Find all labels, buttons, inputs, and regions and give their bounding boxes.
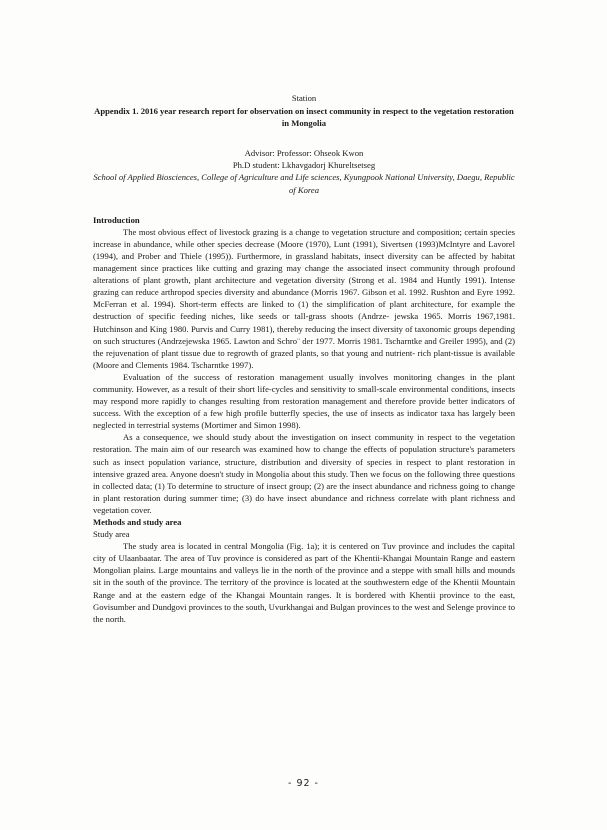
- paragraph: The most obvious effect of livestock grazing is a change to vegetation structure and composition; certain species increase in abundance, while other species decrease (Moore (1970), Lunt (1991), Sivertsen (1993)McIntyre and Lavorel (1994), and Prober and Thiele (1995)). Furthermore, in grassland habitats, insect diversity can be affected by habitat management since practices like cutting and grazing may change the associated insect community through profound alterations of plant growth, plant architecture and vegetation diversity (Strong et al. 1984 and Huntly 1991). Intense grazing can reduce arthropod species diversity and abundance (Morris 1967. Gibson et al. 1992. Rushton and Eyre 1992. McFerran et al. 1994). Short-term effects are linked to (1) the simplification of plant architecture, for example the destruction of specific feeding niches, like seeds or tall-grass shoots (Andrze- jewska 1965. Morris 1967,1981. Hutchinson and King 1980. Purvis and Curry 1981), thereby reducing the insect diversity of taxonomic groups depending on such structures (Andrzejewska 1965. Lawton and Schro¨ der 1977. Morris 1981. Tscharntke and Greiler 1995), and (2) the rejuvenation of plant tissue due to regrowth of grazed plants, so that young and nutrient- rich plant-tissue is available (Moore and Clements 1984. Tscharntke 1997).: [93, 226, 515, 370]
- report-title: Appendix 1. 2016 year research report for observation on insect community in respect to the vegetation restoration in Mongolia: [94, 106, 514, 129]
- section-heading-introduction: Introduction: [93, 214, 140, 225]
- advisor-line: Advisor: Professor: Ohseok Kwon: [244, 148, 364, 159]
- section-heading-methods: Methods and study area: [93, 517, 182, 527]
- station-label: Station: [291, 93, 317, 103]
- paragraph: The study area is located in central Mongolia (Fig. 1a); it is centered on Tuv province and includes the capital city of Ulaanbaatar. The area of Tuv province is considered as part of the Khentii-Khangai Mountain Range and eastern Mongolian plains. Large mountains and valleys lie in the north of the province and a steppe with small hills and mounds sit in the south of the province. The territory of the province is located at the southwestern edge of the Khentii Mountain Range and at the eastern edge of the Khangai Mountain ranges. It is bordered with Khentii province to the east, Govisumber and Dundgovi provinces to the south, Uvurkhangai and Bulgan provinces to the west and Selenge province to the north.: [93, 541, 515, 624]
- student-line: Ph.D student: Lkhavgadorj Khureltsetseg: [232, 160, 376, 171]
- paragraph: Evaluation of the success of restoration management usually involves monitoring changes in the plant community. However, as a result of their short life-cycles and sensitivity to small-scale environmental conditions, insects may respond more rapidly to changes resulting from restoration management and therefore provide better indicators of success. With the exception of a few high profile butterfly species, the use of insects as indicator taxa has largely been neglected in terrestrial systems (Mortimer and Simon 1998).: [93, 371, 515, 431]
- document-page: [93, 92, 515, 625]
- subsection-heading-study-area: Study area: [93, 529, 130, 540]
- paragraph: As a consequence, we should study about the investigation on insect community in respect to the vegetation restoration. The main aim of our research was examined how to change the effects of population structure's parameters such as insect population variance, structure, distribution and diversity of species in respect to plant restoration in intensive grazed area. Anyone doesn't study in Mongolia about this study. Then we focus on the following three questions in collected data; (1) To determine to structure of insect group; (2) are the insect abundance and richness going to change in plant restoration during summer time; (3) do have insect abundance and richness correlate with plant richness and vegetation cover.: [93, 432, 515, 515]
- affiliation: School of Applied Biosciences, College of Agriculture and Life sciences, Kyungpook National University, Daegu, Republic of Korea: [93, 172, 515, 195]
- page-number: - 92 -: [288, 778, 319, 789]
